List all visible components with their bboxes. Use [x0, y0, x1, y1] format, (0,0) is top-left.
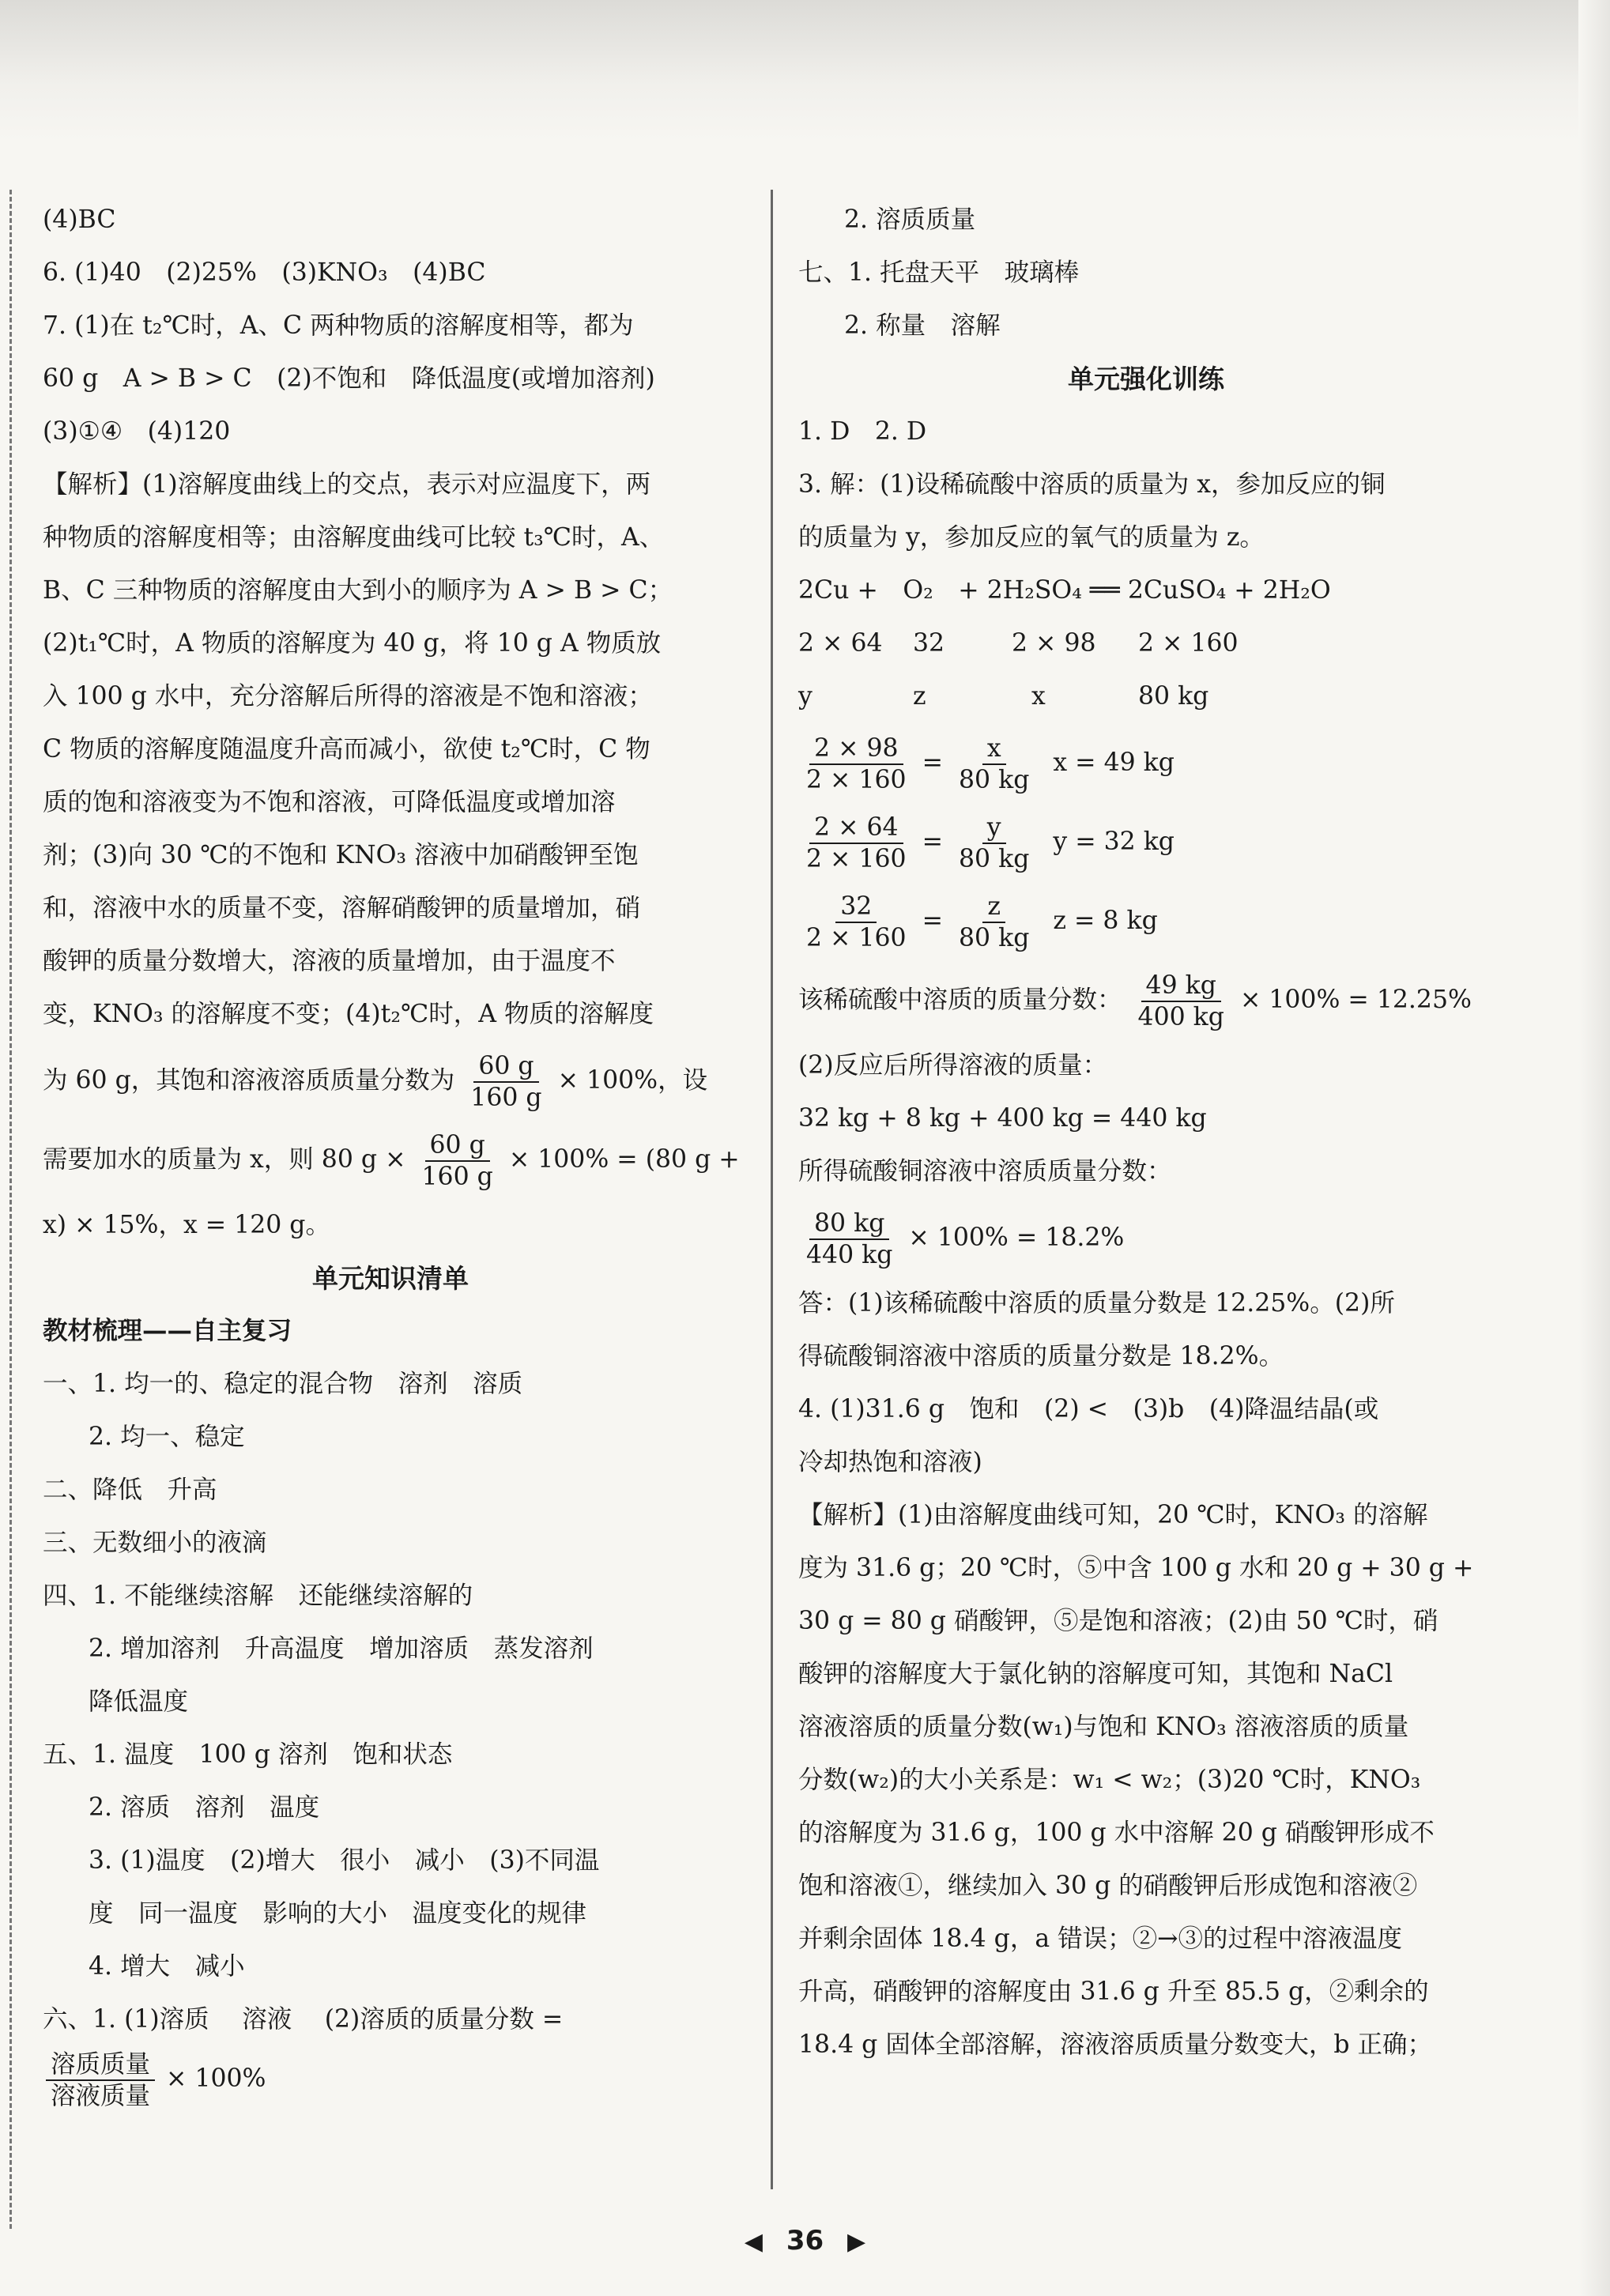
text-segment: × 100%，设 — [557, 1066, 708, 1095]
fraction-denominator: 2 × 160 — [806, 923, 907, 952]
text-line: 六、1. (1)溶质 溶液 (2)溶质的质量分数 = — [43, 2005, 564, 2034]
fraction-denominator: 400 kg — [1137, 1002, 1224, 1031]
left-column — [43, 194, 738, 2111]
fraction-numerator: z — [982, 892, 1005, 923]
text-line: 七、1. 托盘天平 玻璃棒 — [798, 258, 1080, 287]
text-line: 2. 均一、稳定 — [89, 1423, 245, 1451]
text-segment: × 100% = (80 g + — [508, 1145, 740, 1174]
variable: x — [1031, 682, 1046, 711]
text-line: 30 g = 80 g 硝酸钾，⑤是饱和溶液；(2)由 50 ℃时，硝 — [798, 1607, 1438, 1635]
text-line: 的质量为 y，参加反应的氧气的质量为 z。 — [798, 523, 1265, 552]
text-line: 酸钾的溶解度大于氯化钠的溶解度可知，其饱和 NaCl — [798, 1660, 1393, 1688]
text-line: C 物质的溶解度随温度升高而减小，欲使 t₂℃时，C 物 — [43, 735, 650, 763]
text-line: 得硫酸铜溶液中溶质的质量分数是 18.2%。 — [798, 1342, 1284, 1370]
fraction — [801, 733, 911, 795]
text-line: x) × 15%，x = 120 g。 — [43, 1211, 330, 1239]
text-line: 溶液溶质的质量分数(w₁)与饱和 KNO₃ 溶液溶质的质量 — [798, 1713, 1409, 1741]
page-top-shadow — [0, 0, 1610, 142]
text-segment: × 100% = 18.2% — [908, 1223, 1125, 1252]
text-line: 剂；(3)向 30 ℃的不饱和 KNO₃ 溶液中加硝酸钾至饱 — [43, 841, 639, 869]
fraction-numerator: x — [982, 733, 1006, 765]
text-segment: × 100% — [166, 2064, 266, 2093]
text-line: 2. 称量 溶解 — [844, 311, 1001, 340]
fraction — [801, 1208, 897, 1270]
text-segment: 为 60 g，其饱和溶液溶质质量分数为 — [43, 1066, 455, 1095]
text-line: 降低温度 — [89, 1687, 189, 1716]
text-line: 并剩余固体 18.4 g，a 错误；②→③的过程中溶液温度 — [798, 1925, 1403, 1953]
text-line: 酸钾的质量分数增大，溶液的质量增加，由于温度不 — [43, 947, 616, 975]
text-line: 所得硫酸铜溶液中溶质质量分数： — [798, 1157, 1172, 1186]
text-line: 的溶解度为 31.6 g，100 g 水中溶解 20 g 硝酸钾形成不 — [798, 1819, 1435, 1847]
fraction-denominator: 80 kg — [959, 923, 1030, 952]
text-line: 和，溶液中水的质量不变，溶解硝酸钾的质量增加，硝 — [43, 894, 641, 922]
fraction-numerator: 溶质质量 — [46, 2049, 155, 2081]
text-line: 二、降低 升高 — [43, 1476, 217, 1504]
text-line: 2. 溶质 溶剂 温度 — [89, 1793, 320, 1822]
text-line: 答：(1)该稀硫酸中溶质的质量分数是 12.25%。(2)所 — [798, 1289, 1395, 1318]
text-line: (3)①④ (4)120 — [43, 417, 231, 446]
text-line: 变，KNO₃ 的溶解度不变；(4)t₂℃时，A 物质的溶解度 — [43, 1000, 654, 1028]
text-line: 冷却热饱和溶液) — [798, 1448, 982, 1476]
formula-line: $\frac{2 \times 98}{2 \times 160}$ = $\frac{x}{80 kg}$ x = 49 kg — [798, 723, 1494, 802]
fraction-numerator: 60 g — [473, 1051, 538, 1083]
variable: y — [798, 682, 813, 711]
fraction-denominator: 80 kg — [959, 765, 1030, 794]
fraction — [46, 2049, 155, 2111]
fraction-denominator: 440 kg — [806, 1240, 893, 1269]
equation-coefficients — [798, 617, 1494, 670]
text-line: 4. (1)31.6 g 饱和 (2) < (3)b (4)降温结晶(或 — [798, 1395, 1379, 1423]
prev-page-arrow-icon[interactable]: ◀ — [744, 2228, 763, 2256]
page-footer — [0, 2225, 1610, 2256]
fraction — [417, 1130, 497, 1192]
fraction — [954, 892, 1034, 953]
fraction — [801, 812, 911, 874]
fraction-numerator: 2 × 64 — [809, 812, 903, 844]
fraction — [801, 892, 911, 953]
text-line: 7. (1)在 t₂℃时，A、C 两种物质的溶解度相等，都为 — [43, 311, 634, 340]
text-line: 2. 溶质质量 — [844, 205, 976, 234]
text-line: 6. (1)40 (2)25% (3)KNO₃ (4)BC — [43, 258, 486, 287]
fraction-numerator: 2 × 98 — [809, 733, 903, 765]
fraction-numerator: 80 kg — [809, 1208, 889, 1240]
fraction-denominator: 160 g — [421, 1162, 493, 1191]
text-line: (2)t₁℃时，A 物质的溶解度为 40 g，将 10 g A 物质放 — [43, 629, 662, 658]
variable: 80 kg — [1138, 682, 1209, 711]
fraction-denominator: 2 × 160 — [806, 844, 907, 873]
coefficient: 32 — [913, 629, 945, 658]
text-line: 一、1. 均一的、稳定的混合物 溶剂 溶质 — [43, 1370, 523, 1398]
formula-line: $\frac{32}{2 \times 160}$ = $\frac{z}{80 kg}$ z = 8 kg — [798, 881, 1494, 960]
fraction — [954, 733, 1034, 795]
fraction-denominator: 160 g — [470, 1083, 542, 1112]
text-line: 分数(w₂)的大小关系是：w₁ < w₂；(3)20 ℃时，KNO₃ — [798, 1766, 1421, 1794]
formula-line — [43, 2046, 738, 2111]
text-line: 三、无数细小的液滴 — [43, 1529, 267, 1557]
text-line: 饱和溶液①，继续加入 30 g 的硝酸钾后形成饱和溶液② — [798, 1872, 1418, 1900]
text-line: 升高，硝酸钾的溶解度由 31.6 g 升至 85.5 g，②剩余的 — [798, 1977, 1429, 2006]
fraction — [466, 1051, 546, 1113]
coefficient: 2 × 98 — [1012, 629, 1096, 658]
formula-line — [798, 1198, 1494, 1277]
variable: z — [913, 682, 926, 711]
text-segment: z = 8 kg — [1053, 907, 1158, 935]
formula-line: $\frac{2 \times 64}{2 \times 160}$ = $\frac{y}{80 kg}$ y = 32 kg — [798, 802, 1494, 881]
text-segment: 该稀硫酸中溶质的质量分数： — [798, 986, 1122, 1014]
text-line: 【解析】(1)溶解度曲线上的交点，表示对应温度下，两 — [43, 470, 651, 499]
formula-line — [43, 1041, 738, 1120]
text-line: 60 g A > B > C (2)不饱和 降低温度(或增加溶剂) — [43, 364, 655, 393]
fraction — [954, 812, 1034, 874]
text-line: 度为 31.6 g；20 ℃时，⑤中含 100 g 水和 20 g + 30 g + — [798, 1554, 1474, 1582]
text-line: 种物质的溶解度相等；由溶解度曲线可比较 t₃℃时，A、 — [43, 523, 665, 552]
fraction-denominator: 溶液质量 — [51, 2081, 151, 2110]
formula-line — [798, 960, 1494, 1039]
text-line: 18.4 g 固体全部溶解，溶液溶质质量分数变大，b 正确； — [798, 2030, 1433, 2059]
subsection-heading: 教材梳理——自主复习 — [43, 1317, 292, 1345]
text-segment: x = 49 kg — [1053, 748, 1175, 777]
text-line: 五、1. 温度 100 g 溶剂 饱和状态 — [43, 1740, 453, 1769]
text-line: 3. 解：(1)设稀硫酸中溶质的质量为 x，参加反应的铜 — [798, 470, 1386, 499]
fraction-numerator: 60 g — [425, 1130, 490, 1162]
coefficient: 2 × 160 — [1138, 629, 1239, 658]
page-number: 36 — [786, 2225, 824, 2256]
next-page-arrow-icon[interactable]: ▶ — [847, 2228, 866, 2256]
text-line: 度 同一温度 影响的大小 温度变化的规律 — [89, 1899, 587, 1928]
text-line: (2)反应后所得溶液的质量： — [798, 1051, 1108, 1080]
fraction — [1133, 971, 1229, 1032]
right-column — [798, 194, 1494, 2072]
page-edge-shadow — [1578, 0, 1610, 2296]
binding-dashed-line — [9, 190, 12, 2229]
text-line: 4. 增大 减小 — [89, 1952, 245, 1981]
equation-variables — [798, 670, 1494, 723]
text-segment: 需要加水的质量为 x，则 80 g × — [43, 1145, 406, 1174]
equation-line: 2Cu + O₂ + 2H₂SO₄ ══ 2CuSO₄ + 2H₂O — [798, 576, 1331, 605]
formula-line — [43, 1120, 738, 1199]
text-line: 32 kg + 8 kg + 400 kg = 440 kg — [798, 1104, 1207, 1133]
text-segment: y = 32 kg — [1053, 828, 1175, 856]
text-line: 质的饱和溶液变为不饱和溶液，可降低温度或增加溶 — [43, 788, 616, 816]
text-line: 四、1. 不能继续溶解 还能继续溶解的 — [43, 1582, 473, 1610]
column-divider — [771, 190, 773, 2189]
text-line: 1. D 2. D — [798, 417, 927, 446]
text-segment: × 100% = 12.25% — [1239, 986, 1472, 1014]
fraction-numerator: 49 kg — [1141, 971, 1221, 1002]
text-line: 【解析】(1)由溶解度曲线可知，20 ℃时，KNO₃ 的溶解 — [798, 1501, 1428, 1529]
coefficient: 2 × 64 — [798, 629, 883, 658]
fraction-denominator: 80 kg — [959, 844, 1030, 873]
text-line: 入 100 g 水中，充分溶解后所得的溶液是不饱和溶液； — [43, 682, 653, 711]
text-line: 2. 增加溶剂 升高温度 增加溶质 蒸发溶剂 — [89, 1634, 594, 1663]
text-line: 3. (1)温度 (2)增大 很小 减小 (3)不同温 — [89, 1846, 600, 1875]
section-heading: 单元知识清单 — [312, 1263, 469, 1294]
section-heading: 单元强化训练 — [1068, 364, 1224, 394]
text-line: (4)BC — [43, 205, 116, 234]
fraction-numerator: 32 — [835, 892, 877, 923]
fraction-numerator: y — [982, 812, 1006, 844]
fraction-denominator: 2 × 160 — [806, 765, 907, 794]
text-line: B、C 三种物质的溶解度由大到小的顺序为 A > B > C； — [43, 576, 673, 605]
